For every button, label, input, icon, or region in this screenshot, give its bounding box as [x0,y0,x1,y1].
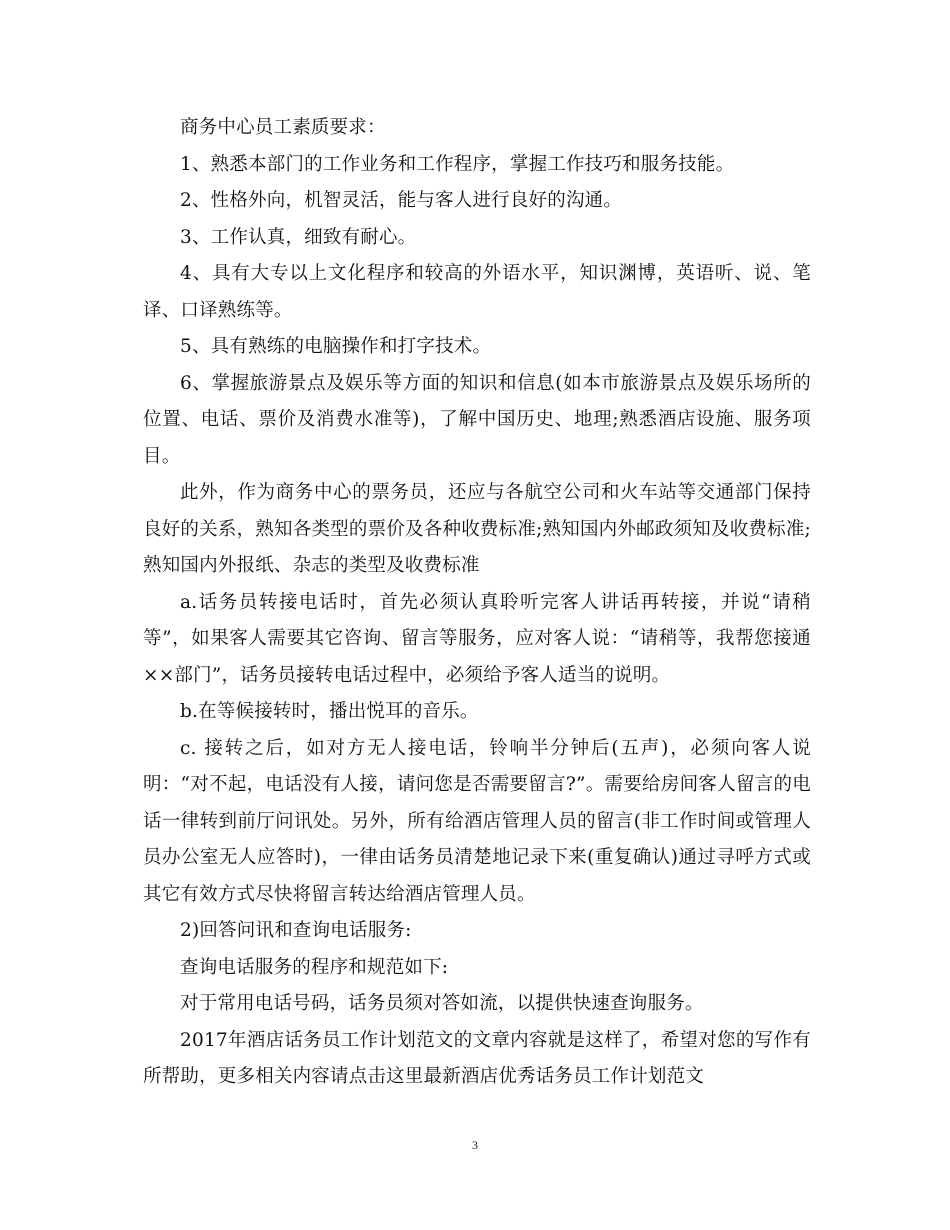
requirement-item-6: 6、掌握旅游景点及娱乐等方面的知识和信息(如本市旅游景点及娱乐场所的位置、电话、票价及消费水准等)，了解中国历史、地理;熟悉酒店设施、服务项目。 [143,372,811,467]
query-service-intro: 查询电话服务的程序和规范如下: [180,956,449,978]
requirement-item-2: 2、性格外向，机智灵活，能与客人进行良好的沟通。 [180,190,623,211]
heading-staff-requirements: 商务中心员工素质要求： [180,117,386,138]
procedure-a: a.话务员转接电话时，首先必须认真聆听完客人讲话再转接，并说“请稍等”，如果客人需要其它咨询、留言等服务，应对客人说：“请稍等，我帮您接通××部门”，话务员接转电话过程中，必须给予客人适当的说明。 [143,591,811,686]
closing-paragraph: 2017年酒店话务员工作计划范文的文章内容就是这样了，希望对您的写作有所帮助，更多相关内容请点击这里最新酒店优秀话务员工作计划范文 [143,1029,811,1087]
procedure-b: b.在等候接转时，播出悦耳的音乐。 [180,701,479,722]
document-body [143,110,811,1096]
page-number: 3 [472,1138,478,1152]
query-service-rule: 对于常用电话号码，话务员须对答如流，以提供快速查询服务。 [180,993,704,1014]
requirement-item-5: 5、具有熟练的电脑操作和打字技术。 [180,336,492,357]
procedure-c: c. 接转之后，如对方无人接电话，铃响半分钟后(五声)，必须向客人说明：“对不起，电话没有人接，请问您是否需要留言?”。需要给房间客人留言的电话一律转到前厅问讯处。另外，所有给酒店管理人员的留言(非工作时间或管理人员办公室无人应答时)，一律由话务员清楚地记录下来(重复确认)通过寻呼方式或其它有效方式尽快将留言转达给酒店管理人员。 [143,737,811,905]
requirement-item-1: 1、熟悉本部门的工作业务和工作程序，掌握工作技巧和服务技能。 [180,153,735,175]
requirement-item-3: 3、工作认真，细致有耐心。 [180,226,417,248]
ticketing-paragraph: 此外，作为商务中心的票务员，还应与各航空公司和火车站等交通部门保持良好的关系，熟知各类型的票价及各种收费标准;熟知国内外邮政须知及收费标准;熟知国内外报纸、杂志的类型及收费标准 [143,482,811,576]
requirement-item-4: 4、具有大专以上文化程序和较高的外语水平，知识渊博，英语听、说、笔译、口译熟练等。 [143,263,811,321]
section-2-heading: 2)回答问讯和查询电话服务: [180,920,412,941]
